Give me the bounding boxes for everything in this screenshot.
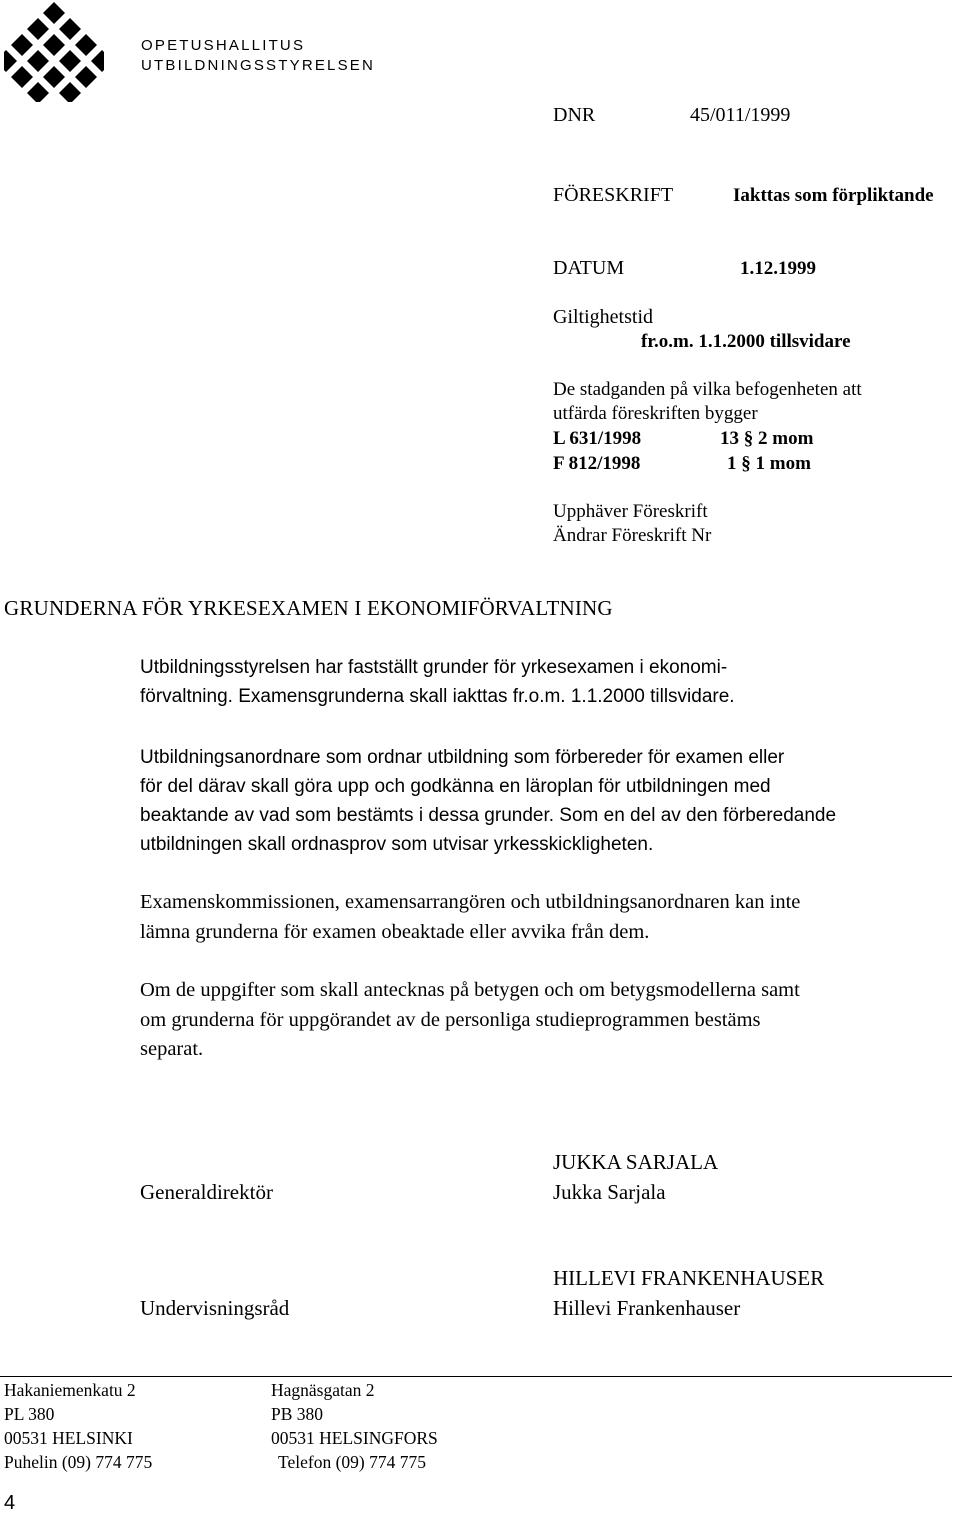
page-number: 4: [4, 1492, 16, 1514]
paragraph-1: [140, 653, 960, 711]
paragraph-4: [140, 976, 960, 1065]
amends-line: Ändrar Föreskrift Nr: [553, 525, 712, 546]
paragraph-line: utbildningen skall ordnasprov som utvisar yrkesskickligheten.: [140, 834, 654, 855]
repeals-line: Upphäver Föreskrift: [553, 501, 708, 522]
validity-value: fr.o.m. 1.1.2000 tillsvidare: [641, 331, 851, 352]
footer-phone-sv: Telefon (09) 774 775: [278, 1452, 426, 1472]
law-1-section: 13 § 2 mom: [720, 428, 814, 449]
signature-2-name: Hillevi Frankenhauser: [553, 1296, 741, 1320]
paragraph-line: Utbildningsanordnare som ordnar utbildning som förbereder för examen eller: [140, 747, 785, 768]
signature-2-name-caps: HILLEVI FRANKENHAUSER: [553, 1266, 825, 1290]
footer-address-fi-street: Hakaniemenkatu 2: [4, 1380, 136, 1400]
paragraph-line: beaktande av vad som bestämts i dessa grunder. Som en del av den förberedande: [140, 805, 837, 826]
paragraph-line: Examenskommissionen, examensarrangören och utbildningsanordnaren kan inte: [140, 891, 801, 913]
signature-2-title: Undervisningsråd: [140, 1296, 290, 1320]
law-1: L 631/1998: [553, 428, 642, 449]
law-2-section: 1 § 1 mom: [727, 453, 811, 474]
paragraph-line: lämna grunderna för examen obeaktade eller avvika från dem.: [140, 920, 650, 943]
authority-line-2: utfärda föreskriften bygger: [553, 403, 758, 424]
footer-address-fi-city: 00531 HELSINKI: [4, 1428, 133, 1448]
dnr-label: DNR: [553, 104, 596, 126]
paragraph-line: för del därav skall göra upp och godkänna en läroplan för utbildningen med: [140, 776, 771, 797]
law-2: F 812/1998: [553, 453, 641, 474]
paragraph-line: Utbildningsstyrelsen har fastställt grunder för yrkesexamen i ekonomi-: [140, 657, 728, 678]
footer-address-sv-box: PB 380: [271, 1404, 324, 1424]
date-value: 1.12.1999: [740, 258, 816, 279]
paragraph-line: Om de uppgifter som skall antecknas på betygen och om betygsmodellerna samt: [140, 979, 800, 1001]
dnr-value: 45/011/1999: [690, 104, 791, 126]
org-name-fi: OPETUSHALLITUS: [141, 37, 306, 54]
footer-address-fi-box: PL 380: [4, 1404, 55, 1424]
date-label: DATUM: [553, 257, 625, 279]
footer-divider: [0, 1376, 952, 1377]
paragraph-3: [140, 888, 960, 947]
logo-diamond-icon: [4, 2, 104, 102]
authority-line-1: De stadganden på vilka befogenheten att: [553, 379, 862, 400]
paragraph-line: om grunderna för uppgörandet av de personliga studieprogrammen bestäms: [140, 1008, 761, 1031]
paragraph-line: förvaltning. Examensgrunderna skall iakttas fr.o.m. 1.1.2000 tillsvidare.: [140, 686, 735, 707]
footer-address-sv-street: Hagnäsgatan 2: [271, 1380, 375, 1400]
footer-phone-fi: Puhelin (09) 774 775: [4, 1452, 153, 1472]
org-name-sv: UTBILDNINGSSTYRELSEN: [141, 57, 376, 74]
type-value: Iakttas som förpliktande: [733, 185, 934, 206]
signature-1-name: Jukka Sarjala: [553, 1180, 666, 1204]
signature-1-title: Generaldirektör: [140, 1180, 273, 1204]
document-title: GRUNDERNA FÖR YRKESEXAMEN I EKONOMIFÖRVALTNING: [4, 596, 613, 620]
validity-label: Giltighetstid: [553, 306, 653, 328]
signature-1-name-caps: JUKKA SARJALA: [553, 1150, 719, 1174]
paragraph-2: [140, 743, 960, 859]
footer-address-sv-city: 00531 HELSINGFORS: [271, 1428, 438, 1448]
type-label: FÖRESKRIFT: [553, 184, 674, 206]
paragraph-line: separat.: [140, 1038, 204, 1060]
